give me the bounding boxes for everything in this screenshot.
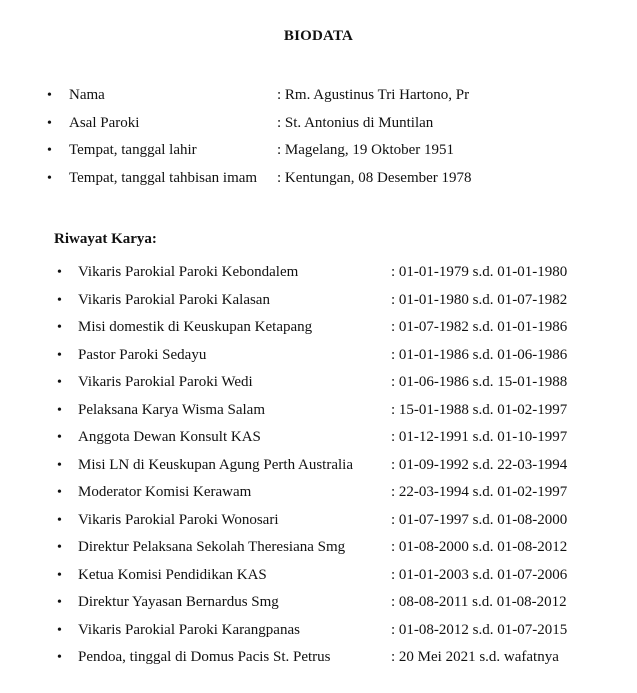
riwayat-karya-list xyxy=(0,264,637,677)
riwayat-item xyxy=(0,484,637,512)
riwayat-item-label: Misi LN di Keuskupan Agung Perth Australia xyxy=(78,456,353,473)
riwayat-item-label: Pastor Paroki Sedayu xyxy=(78,346,207,363)
riwayat-item xyxy=(0,347,637,375)
riwayat-item-label: Vikaris Parokial Paroki Kebondalem xyxy=(78,264,299,280)
bullet-icon: • xyxy=(57,320,62,335)
riwayat-item-label: Pendoa, tinggal di Domus Pacis St. Petrus xyxy=(78,649,331,665)
riwayat-item xyxy=(0,539,637,567)
bullet-icon: • xyxy=(57,347,62,363)
riwayat-item-value: : 01-09-1992 s.d. 22-03-1994 xyxy=(391,456,568,473)
bullet-icon: • xyxy=(57,567,62,583)
biodata-list xyxy=(0,87,637,197)
riwayat-item-value: : 01-12-1991 s.d. 01-10-1997 xyxy=(391,429,568,445)
riwayat-item-label: Vikaris Parokial Paroki Karangpanas xyxy=(78,621,300,638)
riwayat-item-label: Misi domestik di Keuskupan Ketapang xyxy=(78,319,313,335)
riwayat-item-label: Direktur Yayasan Bernardus Smg xyxy=(78,594,279,610)
bullet-icon: • xyxy=(57,650,62,665)
riwayat-item-value: : 22-03-1994 s.d. 01-02-1997 xyxy=(391,484,568,500)
bullet-icon: • xyxy=(57,622,62,638)
riwayat-item-value: : 08-08-2011 s.d. 01-08-2012 xyxy=(391,594,567,610)
biodata-item-value: : Kentungan, 08 Desember 1978 xyxy=(277,169,472,186)
riwayat-item-label: Ketua Komisi Pendidikan KAS xyxy=(78,566,267,583)
riwayat-item-label: Vikaris Parokial Paroki Wedi xyxy=(78,374,253,390)
riwayat-item xyxy=(0,594,637,622)
riwayat-item-label: Moderator Komisi Kerawam xyxy=(78,484,252,500)
riwayat-item-label: Direktur Pelaksana Sekolah Theresiana Smg xyxy=(78,539,346,555)
bullet-icon: • xyxy=(57,375,62,390)
riwayat-item-label: Vikaris Parokial Paroki Wonosari xyxy=(78,511,279,528)
bullet-icon: • xyxy=(57,540,62,555)
riwayat-item xyxy=(0,512,637,540)
riwayat-item-label: Vikaris Parokial Paroki Kalasan xyxy=(78,291,270,308)
bullet-icon: • xyxy=(57,512,62,528)
biodata-item-label: Asal Paroki xyxy=(69,114,140,131)
riwayat-item-value: : 01-07-1997 s.d. 01-08-2000 xyxy=(391,511,568,528)
biodata-item-label: Tempat, tanggal tahbisan imam xyxy=(69,169,258,186)
riwayat-item xyxy=(0,622,637,650)
biodata-item-value: : St. Antonius di Muntilan xyxy=(277,114,434,131)
riwayat-item xyxy=(0,457,637,485)
biodata-item-label: Nama xyxy=(69,87,105,103)
riwayat-item-value: : 01-08-2000 s.d. 01-08-2012 xyxy=(391,539,568,555)
biodata-item-value: : Magelang, 19 Oktober 1951 xyxy=(277,142,455,158)
bullet-icon: • xyxy=(57,265,62,280)
riwayat-item xyxy=(0,567,637,595)
riwayat-item xyxy=(0,264,637,292)
biodata-item xyxy=(0,170,637,198)
riwayat-item-value: : 01-01-2003 s.d. 01-07-2006 xyxy=(391,566,568,583)
riwayat-item-label: Anggota Dewan Konsult KAS xyxy=(78,429,261,445)
biodata-item xyxy=(0,87,637,115)
bullet-icon: • xyxy=(47,143,52,158)
bullet-icon: • xyxy=(57,402,62,418)
riwayat-item xyxy=(0,429,637,457)
riwayat-karya-heading: Riwayat Karya: xyxy=(54,231,157,247)
riwayat-item-value: : 20 Mei 2021 s.d. wafatnya xyxy=(391,649,559,665)
bullet-icon: • xyxy=(57,292,62,308)
bullet-icon: • xyxy=(57,430,62,445)
biodata-item xyxy=(0,115,637,143)
biodata-item xyxy=(0,142,637,170)
riwayat-item-value: : 01-06-1986 s.d. 15-01-1988 xyxy=(391,374,568,390)
riwayat-item-value: : 15-01-1988 s.d. 01-02-1997 xyxy=(391,401,568,418)
riwayat-item-label: Pelaksana Karya Wisma Salam xyxy=(78,401,265,418)
riwayat-item-value: : 01-08-2012 s.d. 01-07-2015 xyxy=(391,621,568,638)
biodata-item-value: : Rm. Agustinus Tri Hartono, Pr xyxy=(277,87,470,103)
bullet-icon: • xyxy=(47,88,52,103)
riwayat-item-value: : 01-01-1980 s.d. 01-07-1982 xyxy=(391,291,568,308)
riwayat-item xyxy=(0,292,637,320)
bullet-icon: • xyxy=(57,595,62,610)
bullet-icon: • xyxy=(57,485,62,500)
riwayat-item-value: : 01-07-1982 s.d. 01-01-1986 xyxy=(391,319,568,335)
riwayat-item xyxy=(0,402,637,430)
bullet-icon: • xyxy=(47,115,52,131)
bullet-icon: • xyxy=(47,170,52,186)
riwayat-item xyxy=(0,374,637,402)
riwayat-item-value: : 01-01-1979 s.d. 01-01-1980 xyxy=(391,264,568,280)
document-title: BIODATA xyxy=(283,28,354,44)
riwayat-item xyxy=(0,319,637,347)
riwayat-item xyxy=(0,649,637,677)
riwayat-item-value: : 01-01-1986 s.d. 01-06-1986 xyxy=(391,346,568,363)
bullet-icon: • xyxy=(57,457,62,473)
biodata-item-label: Tempat, tanggal lahir xyxy=(69,142,197,158)
